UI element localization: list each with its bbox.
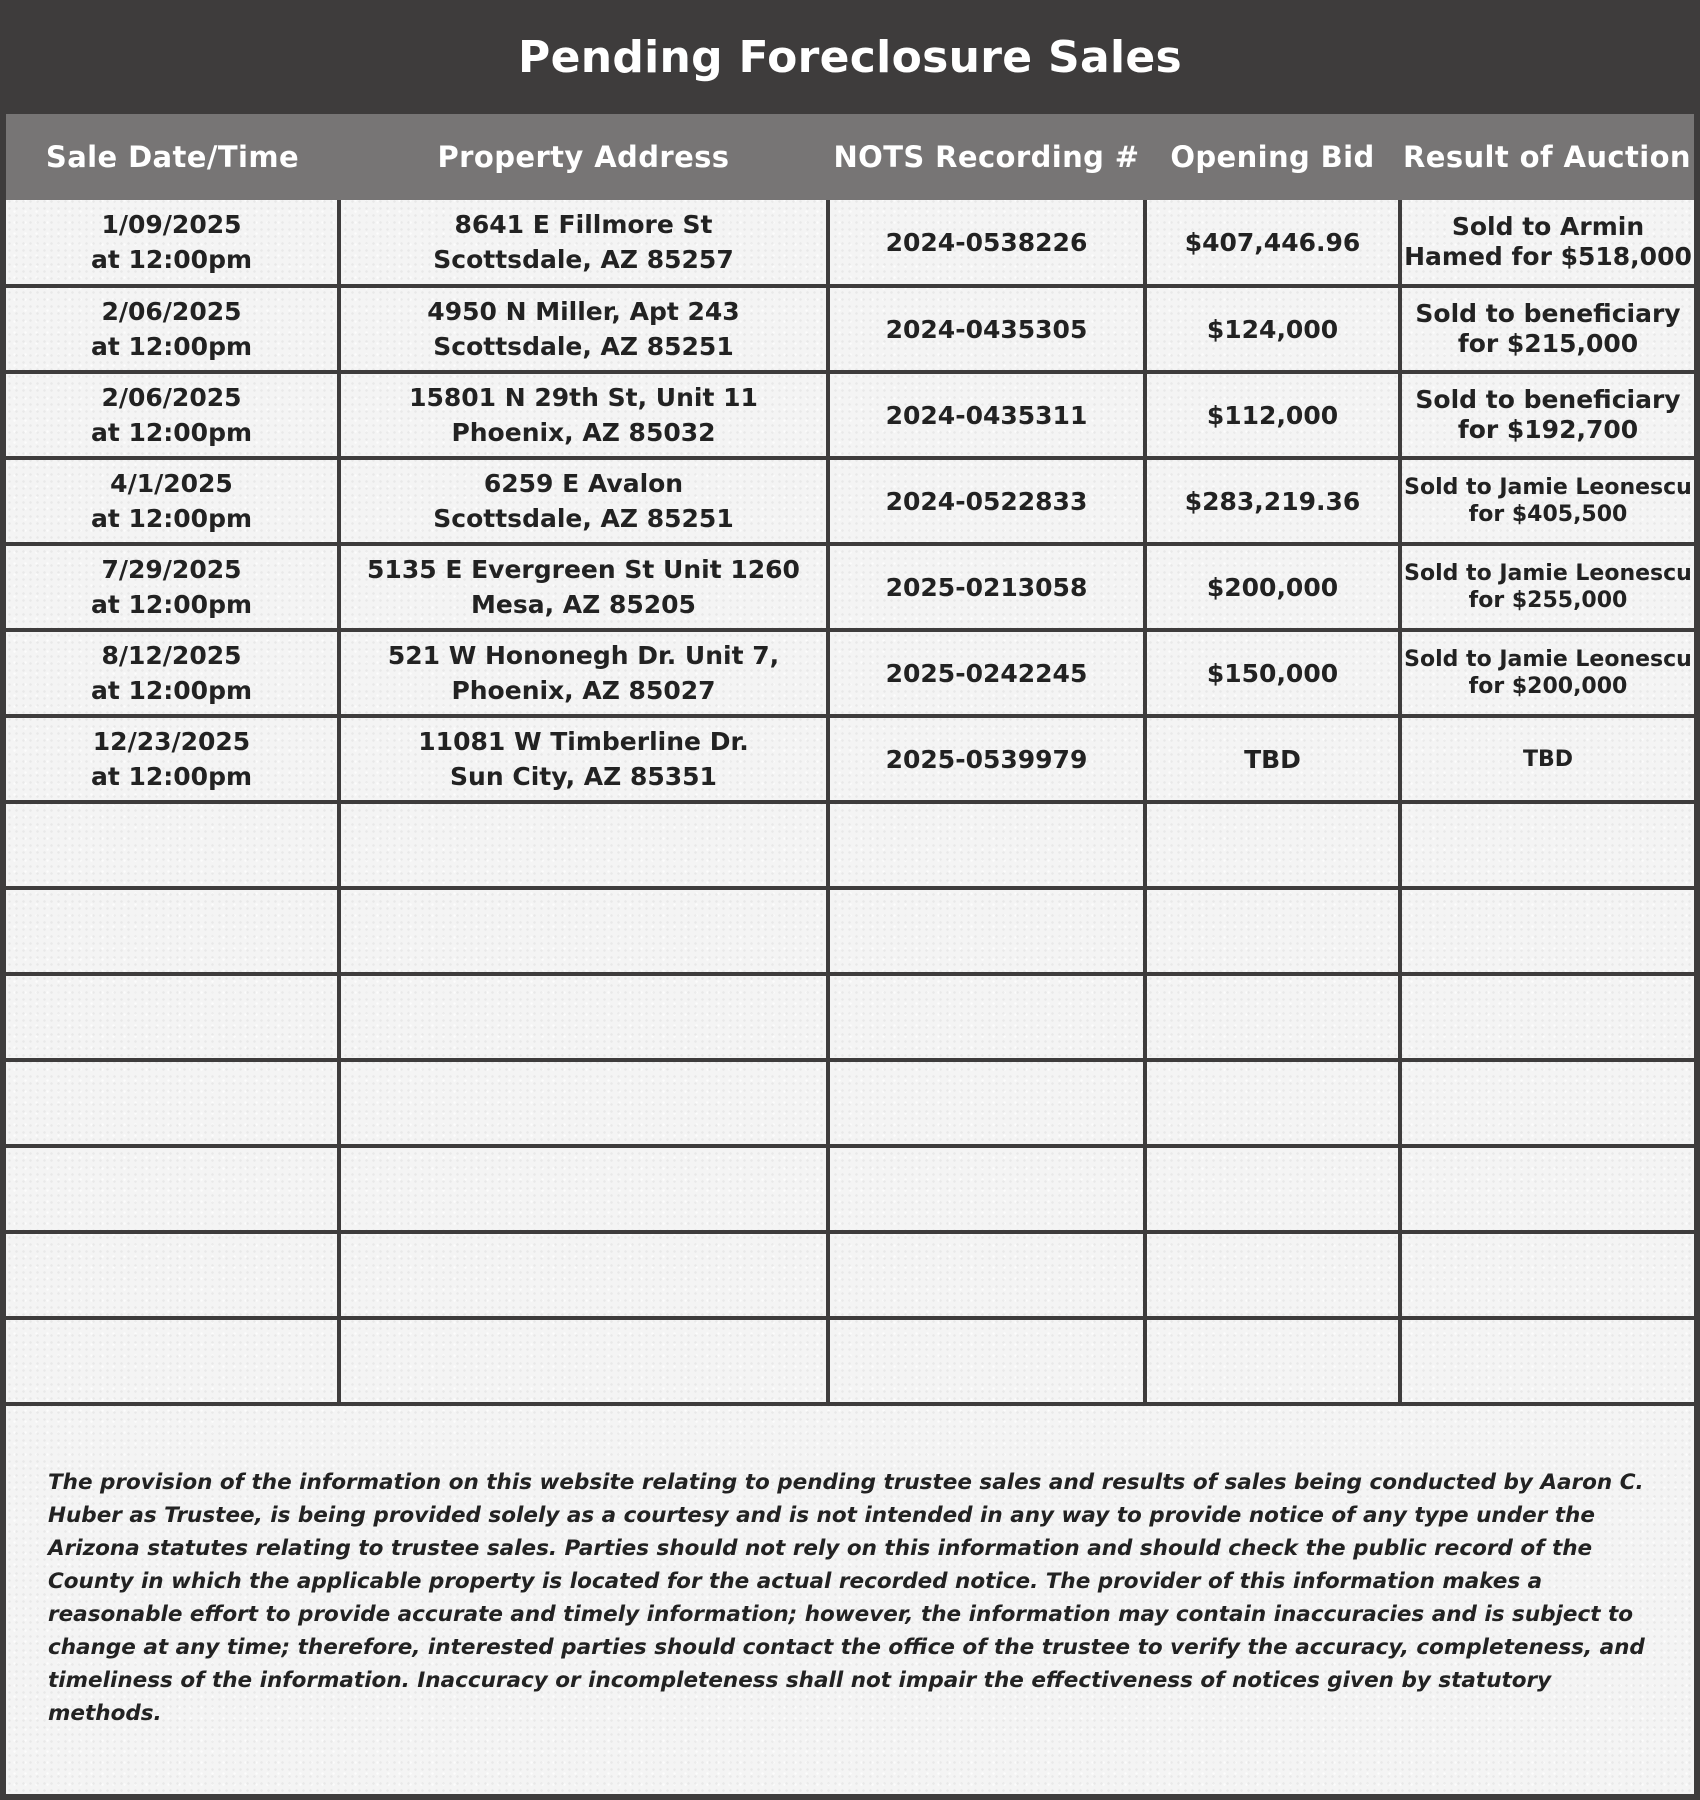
nots-number: 2025-0242245 — [885, 658, 1088, 688]
empty-cell — [339, 1318, 828, 1404]
sale-date-cell — [6, 372, 339, 458]
empty-cell — [828, 1146, 1145, 1232]
empty-cell — [1145, 888, 1400, 974]
empty-cell — [6, 1146, 339, 1232]
result-cell — [1400, 630, 1694, 716]
address-city: Scottsdale, AZ 85251 — [433, 332, 734, 361]
empty-table-row — [6, 1318, 1694, 1404]
table-row — [6, 200, 1694, 286]
nots-cell — [828, 200, 1145, 286]
nots-number: 2024-0538226 — [885, 227, 1088, 257]
empty-cell — [339, 802, 828, 888]
empty-cell — [828, 802, 1145, 888]
result-line: Sold to Jamie Leonescu — [1404, 561, 1692, 586]
table-row — [6, 458, 1694, 544]
empty-table-row — [6, 1232, 1694, 1318]
sale-date-cell — [6, 544, 339, 630]
nots-number: 2024-0522833 — [885, 486, 1088, 516]
result-cell — [1400, 286, 1694, 372]
address-city: Scottsdale, AZ 85251 — [433, 504, 734, 533]
sale-time: at 12:00pm — [90, 676, 253, 705]
empty-cell — [339, 1060, 828, 1146]
empty-cell — [1145, 1318, 1400, 1404]
page-title: Pending Foreclosure Sales — [518, 31, 1182, 83]
nots-cell — [828, 458, 1145, 544]
opening-bid: $407,446.96 — [1184, 227, 1361, 257]
opening-bid: $283,219.36 — [1184, 486, 1361, 516]
table-row — [6, 544, 1694, 630]
sale-date-cell — [6, 200, 339, 286]
address-cell — [339, 372, 828, 458]
address-cell — [339, 200, 828, 286]
empty-cell — [828, 888, 1145, 974]
result-line: for $200,000 — [1468, 674, 1628, 699]
content-sheet — [6, 114, 1694, 1794]
result-cell — [1400, 200, 1694, 286]
empty-cell — [6, 888, 339, 974]
nots-cell — [828, 286, 1145, 372]
empty-table-row — [6, 1146, 1694, 1232]
address-city: Sun City, AZ 85351 — [450, 762, 717, 791]
empty-cell — [6, 974, 339, 1060]
address-cell — [339, 716, 828, 802]
empty-cell — [1400, 888, 1694, 974]
table-row — [6, 716, 1694, 802]
nots-cell — [828, 630, 1145, 716]
empty-cell — [6, 802, 339, 888]
sale-time: at 12:00pm — [90, 332, 253, 361]
sale-time: at 12:00pm — [90, 245, 253, 274]
result-cell — [1400, 716, 1694, 802]
opening-bid-cell — [1145, 458, 1400, 544]
nots-cell — [828, 716, 1145, 802]
address-city: Phoenix, AZ 85027 — [451, 676, 716, 705]
address-city: Mesa, AZ 85205 — [471, 590, 696, 619]
result-line: Sold to beneficiary — [1415, 385, 1681, 414]
result-line: TBD — [1522, 746, 1574, 772]
empty-table-row — [6, 1060, 1694, 1146]
opening-bid-cell — [1145, 372, 1400, 458]
result-line: for $405,500 — [1468, 502, 1628, 527]
empty-table-row — [6, 974, 1694, 1060]
opening-bid: $112,000 — [1206, 400, 1339, 430]
sale-time: at 12:00pm — [90, 504, 253, 533]
empty-cell — [828, 974, 1145, 1060]
empty-cell — [1145, 1232, 1400, 1318]
nots-cell — [828, 544, 1145, 630]
column-header-nots-recording: NOTS Recording # — [828, 114, 1145, 200]
disclaimer-text: The provision of the information on this website relating to pending trustee sales and results of sales being conducted by Aaron C. Huber as Trustee, is being provided solely as a courtesy and is not intended in any way to provide notice of any type under the Arizona statutes relating to trustee sales. Parties should not rely on this information and should check the public record of the County in which the applicable property is located for the actual recorded notice. The provider of this information makes a reasonable effort to provide accurate and timely information; however, the information may contain inaccuracies and is subject to change at any time; therefore, interested parties should contact the office of the trustee to verify the accuracy, completeness, and timeliness of the information. Inaccuracy or incompleteness shall not impair the effectiveness of notices given by statutory methods. — [48, 1470, 1645, 1726]
empty-cell — [6, 1232, 339, 1318]
table-row — [6, 630, 1694, 716]
result-line: Sold to beneficiary — [1415, 299, 1681, 328]
opening-bid-cell — [1145, 286, 1400, 372]
table-header-row — [6, 114, 1694, 200]
address-street: 11081 W Timberline Dr. — [418, 727, 749, 756]
empty-table-row — [6, 888, 1694, 974]
empty-cell — [828, 1318, 1145, 1404]
empty-cell — [1400, 1060, 1694, 1146]
address-street: 8641 E Fillmore St — [454, 210, 713, 239]
sale-date-cell — [6, 458, 339, 544]
empty-cell — [828, 1232, 1145, 1318]
address-street: 4950 N Miller, Apt 243 — [427, 297, 740, 326]
empty-cell — [339, 974, 828, 1060]
nots-number: 2024-0435305 — [885, 314, 1088, 344]
empty-cell — [1145, 802, 1400, 888]
nots-number: 2025-0539979 — [885, 744, 1088, 774]
sale-date: 12/23/2025 — [92, 727, 251, 756]
empty-cell — [1400, 1232, 1694, 1318]
result-line: for $255,000 — [1468, 588, 1628, 613]
opening-bid-cell — [1145, 200, 1400, 286]
sale-time: at 12:00pm — [90, 762, 253, 791]
opening-bid: $124,000 — [1206, 314, 1339, 344]
title-bar — [0, 0, 1700, 114]
empty-cell — [1400, 974, 1694, 1060]
address-cell — [339, 458, 828, 544]
sale-time: at 12:00pm — [90, 418, 253, 447]
result-line: Sold to Jamie Leonescu — [1404, 647, 1692, 672]
sale-date: 7/29/2025 — [101, 555, 242, 584]
address-street: 15801 N 29th St, Unit 11 — [409, 383, 758, 412]
sale-date: 1/09/2025 — [101, 210, 242, 239]
sales-table — [6, 114, 1694, 1406]
nots-cell — [828, 372, 1145, 458]
empty-cell — [6, 1060, 339, 1146]
address-street: 521 W Hononegh Dr. Unit 7, — [387, 641, 780, 670]
opening-bid-cell — [1145, 716, 1400, 802]
column-header-opening-bid: Opening Bid — [1145, 114, 1400, 200]
result-line: for $215,000 — [1457, 329, 1639, 358]
empty-cell — [6, 1318, 339, 1404]
sale-time: at 12:00pm — [90, 590, 253, 619]
address-street: 6259 E Avalon — [483, 469, 684, 498]
opening-bid: $200,000 — [1206, 572, 1339, 602]
result-cell — [1400, 372, 1694, 458]
empty-table-row — [6, 802, 1694, 888]
empty-cell — [1145, 1060, 1400, 1146]
opening-bid: $150,000 — [1206, 658, 1339, 688]
empty-cell — [339, 1232, 828, 1318]
address-city: Phoenix, AZ 85032 — [451, 418, 716, 447]
empty-cell — [1400, 802, 1694, 888]
sale-date-cell — [6, 716, 339, 802]
result-line: Sold to Jamie Leonescu — [1404, 475, 1692, 500]
result-line: for $192,700 — [1457, 415, 1639, 444]
address-street: 5135 E Evergreen St Unit 1260 — [367, 555, 800, 584]
column-header-property-address: Property Address — [339, 114, 828, 200]
column-header-result: Result of Auction — [1400, 114, 1694, 200]
nots-number: 2024-0435311 — [885, 400, 1088, 430]
sale-date: 8/12/2025 — [101, 641, 242, 670]
result-line: Hamed for $518,000 — [1404, 242, 1692, 271]
empty-cell — [1145, 1146, 1400, 1232]
sale-date-cell — [6, 286, 339, 372]
sale-date-cell — [6, 630, 339, 716]
table-row — [6, 286, 1694, 372]
address-cell — [339, 286, 828, 372]
empty-cell — [339, 1146, 828, 1232]
address-city: Scottsdale, AZ 85257 — [433, 245, 734, 274]
opening-bid: TBD — [1244, 744, 1301, 774]
empty-cell — [1400, 1146, 1694, 1232]
empty-cell — [339, 888, 828, 974]
empty-cell — [828, 1060, 1145, 1146]
column-header-sale-date: Sale Date/Time — [6, 114, 339, 200]
opening-bid-cell — [1145, 630, 1400, 716]
address-cell — [339, 544, 828, 630]
table-row — [6, 372, 1694, 458]
sale-date: 2/06/2025 — [101, 383, 242, 412]
sale-date: 4/1/2025 — [110, 469, 233, 498]
nots-number: 2025-0213058 — [885, 572, 1088, 602]
sale-date: 2/06/2025 — [101, 297, 242, 326]
opening-bid-cell — [1145, 544, 1400, 630]
result-cell — [1400, 458, 1694, 544]
result-line: Sold to Armin — [1451, 212, 1645, 241]
address-cell — [339, 630, 828, 716]
result-cell — [1400, 544, 1694, 630]
empty-cell — [1400, 1318, 1694, 1404]
empty-cell — [1145, 974, 1400, 1060]
